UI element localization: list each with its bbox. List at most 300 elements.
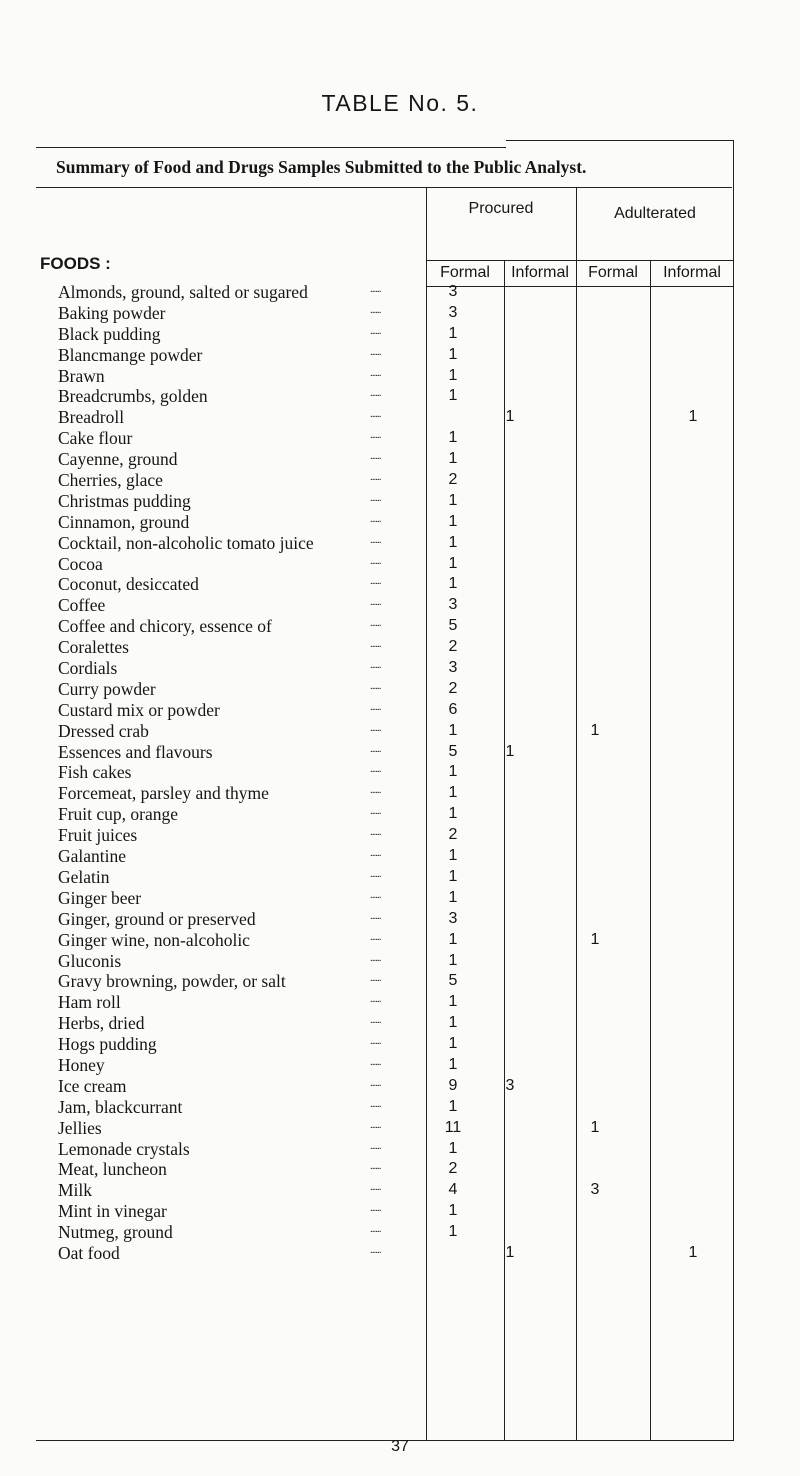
table-row: [58, 1243, 423, 1264]
count-cell-pi: [495, 658, 525, 679]
count-cell-ai: [678, 470, 708, 491]
count-cell-ai: [678, 679, 708, 700]
food-name: Almonds, ground, salted or sugared: [58, 282, 308, 302]
food-name: Lemonade crystals: [58, 1138, 190, 1159]
food-name: Ginger beer: [58, 887, 142, 908]
table-row: [58, 512, 423, 533]
count-cell-ai: [678, 721, 708, 742]
count-cell-pi: [495, 867, 525, 888]
leader-dots: ......: [370, 533, 381, 546]
count-cell-pi: [495, 992, 525, 1013]
count-cell-pf: [438, 407, 468, 428]
count-cell-af: [580, 470, 610, 491]
food-name: Essences and flavours: [58, 741, 213, 762]
table-row: [58, 721, 423, 742]
count-cell-pi: 1: [505, 1243, 515, 1261]
count-cell-ai: [678, 742, 708, 763]
food-name: Christmas pudding: [58, 490, 191, 511]
table-row: [58, 1034, 423, 1055]
count-cell-pi: [495, 616, 525, 637]
table-row: [58, 679, 423, 700]
count-cell-pf: 1: [448, 1202, 458, 1220]
count-cell-af: [580, 345, 610, 366]
count-cell-pi: [495, 971, 525, 992]
count-cell-pi: [495, 888, 525, 909]
count-cell-af: [580, 1097, 610, 1118]
count-cell-af: [580, 992, 610, 1013]
table-row: [58, 303, 423, 324]
count-cell-pi: [495, 804, 525, 825]
count-cell-pf: 3: [448, 283, 458, 300]
food-name: Cake flour: [58, 428, 133, 449]
table-row: [58, 1139, 423, 1160]
foods-heading: FOODS :: [40, 254, 111, 273]
food-name: Black pudding: [58, 323, 161, 344]
count-cell-pi: [495, 825, 525, 846]
count-cell-af: [580, 449, 610, 470]
count-cell-pf: 1: [448, 512, 458, 530]
count-cell-af: [580, 512, 610, 533]
table-row: [58, 867, 423, 888]
count-cell-ai: [678, 1222, 708, 1243]
table-subtitle: Summary of Food and Drugs Samples Submitted to the Public Analyst.: [56, 157, 587, 177]
count-cell-af: [580, 366, 610, 387]
leader-dots: ......: [370, 972, 381, 985]
count-cell-pi: [495, 366, 525, 387]
food-name: Jam, blackcurrant: [58, 1096, 183, 1117]
count-cell-pi: [495, 1139, 525, 1160]
food-name: Ham roll: [58, 992, 121, 1013]
count-cell-pf: 3: [448, 659, 458, 677]
food-name: Gluconis: [58, 950, 122, 971]
food-name: Coconut, desiccated: [58, 574, 199, 595]
leader-dots: ......: [370, 1076, 381, 1089]
leader-dots: ......: [370, 617, 381, 630]
count-cell-pf: 1: [448, 450, 458, 468]
count-cell-pf: 2: [448, 826, 458, 844]
table-row: [58, 533, 423, 554]
count-cell-pf: 1: [448, 387, 458, 405]
count-cell-pf: 2: [448, 679, 458, 697]
count-cell-ai: [678, 846, 708, 867]
count-cell-pf: 1: [448, 491, 458, 509]
count-cell-ai: [678, 783, 708, 804]
leader-dots: ......: [370, 888, 381, 901]
count-cell-pf: 1: [448, 867, 458, 885]
table-row: [58, 1055, 423, 1076]
count-cell-af: [580, 1222, 610, 1243]
table-row: [58, 846, 423, 867]
count-cell-pi: 3: [505, 1076, 515, 1094]
food-name: Ginger wine, non-alcoholic: [58, 929, 250, 950]
count-cell-ai: [678, 637, 708, 658]
leader-dots: ......: [370, 1223, 381, 1236]
count-cell-ai: [678, 804, 708, 825]
count-cell-ai: [678, 1076, 708, 1097]
leader-dots: ......: [370, 1097, 381, 1110]
adulterated-formal-column: [580, 282, 610, 1264]
count-cell-pi: [495, 1013, 525, 1034]
leader-dots: ......: [370, 324, 381, 337]
food-name: Curry powder: [58, 678, 156, 699]
leader-dots: ......: [370, 387, 381, 400]
count-cell-ai: [678, 345, 708, 366]
count-cell-ai: [678, 386, 708, 407]
count-cell-af: [580, 554, 610, 575]
table-row: [58, 783, 423, 804]
count-cell-pi: [495, 951, 525, 972]
count-cell-af: 1: [590, 721, 600, 739]
food-name: Dressed crab: [58, 720, 149, 741]
count-cell-af: [580, 491, 610, 512]
count-cell-pi: [495, 303, 525, 324]
count-cell-pf: 1: [448, 721, 458, 739]
count-cell-pi: [495, 762, 525, 783]
count-cell-pi: [495, 345, 525, 366]
table-row: [58, 1076, 423, 1097]
table-row: [58, 470, 423, 491]
count-cell-af: [580, 951, 610, 972]
count-cell-pi: [495, 1201, 525, 1222]
food-name: Cocoa: [58, 553, 103, 574]
header-adulterated-informal: Informal: [663, 264, 721, 281]
count-cell-af: [580, 595, 610, 616]
table-row: [58, 616, 423, 637]
count-cell-ai: [678, 1139, 708, 1160]
count-cell-ai: [678, 1118, 708, 1139]
count-cell-pf: 1: [448, 1055, 458, 1073]
leader-dots: ......: [370, 554, 381, 567]
food-name: Brawn: [58, 365, 105, 386]
header-procured: Procured: [468, 200, 534, 217]
count-cell-pi: [495, 554, 525, 575]
leader-dots: ......: [370, 659, 381, 672]
table-row: [58, 742, 423, 763]
food-item-list: [58, 282, 423, 1264]
count-cell-pi: [495, 491, 525, 512]
count-cell-ai: 1: [688, 1243, 698, 1261]
header-procured-formal: Formal: [440, 264, 490, 281]
table-row: [58, 825, 423, 846]
count-cell-af: [580, 1034, 610, 1055]
leader-dots: ......: [370, 1139, 381, 1152]
count-cell-af: [580, 867, 610, 888]
table-row: [58, 1201, 423, 1222]
count-cell-af: [580, 1055, 610, 1076]
count-cell-pf: 3: [448, 596, 458, 614]
leader-dots: ......: [370, 450, 381, 463]
count-cell-pi: [495, 282, 525, 303]
count-cell-pf: 1: [448, 1139, 458, 1157]
count-cell-ai: [678, 428, 708, 449]
count-cell-pi: [495, 1097, 525, 1118]
leader-dots: ......: [370, 930, 381, 943]
count-cell-pf: 1: [448, 1014, 458, 1032]
leader-dots: ......: [370, 805, 381, 818]
leader-dots: ......: [370, 429, 381, 442]
count-cell-pf: 2: [448, 638, 458, 656]
count-cell-pf: 5: [448, 617, 458, 635]
leader-dots: ......: [370, 512, 381, 525]
count-cell-pf: 3: [448, 909, 458, 927]
count-cell-ai: [678, 554, 708, 575]
food-name: Breadcrumbs, golden: [58, 386, 208, 407]
count-cell-ai: [678, 1097, 708, 1118]
count-cell-af: [580, 742, 610, 763]
procured-formal-column: [438, 282, 468, 1264]
count-cell-pf: 6: [448, 700, 458, 718]
count-cell-ai: [678, 449, 708, 470]
count-cell-af: [580, 1243, 610, 1264]
table-row: [58, 804, 423, 825]
count-cell-pi: [495, 909, 525, 930]
vline-adulterated-left: [576, 187, 577, 1440]
count-cell-pi: [495, 470, 525, 491]
leader-dots: ......: [370, 638, 381, 651]
leader-dots: ......: [370, 1181, 381, 1194]
count-cell-pi: [495, 1034, 525, 1055]
count-cell-pf: 1: [448, 429, 458, 447]
count-cell-pi: [495, 846, 525, 867]
count-cell-pi: [495, 637, 525, 658]
count-cell-pf: 5: [448, 972, 458, 990]
food-name: Honey: [58, 1054, 105, 1075]
count-cell-ai: [678, 533, 708, 554]
count-cell-pf: 3: [448, 303, 458, 321]
table-row: [58, 1118, 423, 1139]
food-name: Coffee and chicory, essence of: [58, 616, 272, 637]
food-name: Fruit cup, orange: [58, 804, 179, 825]
rule-under-procured: [426, 260, 734, 261]
count-cell-pf: 1: [448, 366, 458, 384]
count-cell-pf: 1: [448, 554, 458, 572]
count-cell-ai: 1: [688, 408, 698, 426]
count-cell-af: [580, 700, 610, 721]
count-cell-ai: [678, 762, 708, 783]
page-number: 37: [391, 1438, 409, 1455]
count-cell-af: [580, 658, 610, 679]
table-row: [58, 595, 423, 616]
count-cell-ai: [678, 574, 708, 595]
food-name: Fish cakes: [58, 762, 132, 783]
leader-dots: ......: [370, 366, 381, 379]
food-name: Coralettes: [58, 637, 129, 658]
vline-informal2: [650, 260, 651, 1440]
count-cell-pf: 1: [448, 324, 458, 342]
count-cell-af: [580, 386, 610, 407]
count-cell-ai: [678, 616, 708, 637]
count-cell-pf: 1: [448, 888, 458, 906]
count-cell-pf: 2: [448, 471, 458, 489]
count-cell-af: [580, 1076, 610, 1097]
count-cell-ai: [678, 1013, 708, 1034]
leader-dots: ......: [370, 784, 381, 797]
count-cell-pi: [495, 595, 525, 616]
count-cell-pi: [495, 1118, 525, 1139]
count-cell-af: [580, 679, 610, 700]
count-cell-af: [580, 971, 610, 992]
food-name: Forcemeat, parsley and thyme: [58, 783, 269, 804]
count-cell-pi: [495, 449, 525, 470]
leader-dots: ......: [370, 1055, 381, 1068]
count-cell-pf: 1: [448, 930, 458, 948]
top-rule: [506, 140, 734, 141]
rule-under-subtitle: [36, 187, 732, 188]
leader-dots: ......: [370, 742, 381, 755]
count-cell-ai: [678, 951, 708, 972]
count-cell-af: [580, 909, 610, 930]
count-cell-af: [580, 533, 610, 554]
right-border: [733, 140, 734, 1440]
count-cell-af: [580, 574, 610, 595]
leader-dots: ......: [370, 1035, 381, 1048]
count-cell-af: [580, 303, 610, 324]
count-cell-pf: 5: [448, 742, 458, 760]
count-cell-pi: 1: [505, 742, 515, 760]
food-name: Breadroll: [58, 407, 125, 428]
count-cell-pf: 1: [448, 345, 458, 363]
count-cell-af: [580, 282, 610, 303]
count-cell-af: [580, 407, 610, 428]
leader-dots: ......: [370, 596, 381, 609]
count-cell-pi: [495, 386, 525, 407]
table-row: [58, 491, 423, 512]
count-cell-pf: 1: [448, 1035, 458, 1053]
food-name: Ice cream: [58, 1075, 127, 1096]
food-name: Baking powder: [58, 302, 166, 323]
top-rule-short: [36, 147, 506, 148]
count-cell-pf: 9: [448, 1076, 458, 1094]
leader-dots: ......: [370, 867, 381, 880]
count-cell-pi: [495, 679, 525, 700]
leader-dots: ......: [370, 1118, 381, 1131]
leader-dots: ......: [370, 408, 381, 421]
count-cell-pf: 1: [448, 575, 458, 593]
count-cell-ai: [678, 324, 708, 345]
count-cell-ai: [678, 512, 708, 533]
count-cell-ai: [678, 1034, 708, 1055]
count-cell-pi: [495, 1055, 525, 1076]
food-name: Herbs, dried: [58, 1013, 145, 1034]
count-cell-pi: [495, 700, 525, 721]
food-name: Milk: [58, 1180, 93, 1201]
table-row: [58, 637, 423, 658]
table-row: [58, 366, 423, 387]
leader-dots: ......: [370, 471, 381, 484]
table-row: [58, 658, 423, 679]
count-cell-pi: [495, 512, 525, 533]
count-cell-pf: 1: [448, 1223, 458, 1241]
count-cell-ai: [678, 867, 708, 888]
count-cell-pi: [495, 428, 525, 449]
table-row: [58, 700, 423, 721]
count-cell-pi: [495, 574, 525, 595]
count-cell-ai: [678, 1201, 708, 1222]
leader-dots: ......: [370, 345, 381, 358]
table-row: [58, 1097, 423, 1118]
table-row: [58, 1180, 423, 1201]
table-row: [58, 951, 423, 972]
count-cell-af: [580, 428, 610, 449]
leader-dots: ......: [370, 1243, 381, 1256]
table-row: [58, 971, 423, 992]
count-cell-af: [580, 1013, 610, 1034]
food-name: Mint in vinegar: [58, 1201, 167, 1222]
leader-dots: ......: [370, 847, 381, 860]
table-row: [58, 762, 423, 783]
count-cell-af: [580, 637, 610, 658]
count-cell-ai: [678, 909, 708, 930]
food-name: Ginger, ground or preserved: [58, 908, 256, 929]
count-cell-af: [580, 825, 610, 846]
count-cell-pf: 1: [448, 805, 458, 823]
table-row: [58, 1159, 423, 1180]
count-cell-pi: [495, 324, 525, 345]
count-cell-af: [580, 783, 610, 804]
count-cell-af: 3: [590, 1181, 600, 1199]
food-name: Fruit juices: [58, 825, 138, 846]
leader-dots: ......: [370, 700, 381, 713]
table-row: [58, 449, 423, 470]
count-cell-ai: [678, 700, 708, 721]
food-name: Nutmeg, ground: [58, 1222, 173, 1243]
count-cell-af: [580, 762, 610, 783]
count-cell-ai: [678, 658, 708, 679]
table-row: [58, 324, 423, 345]
leader-dots: ......: [370, 993, 381, 1006]
count-cell-pf: 1: [448, 993, 458, 1011]
leader-dots: ......: [370, 826, 381, 839]
count-cell-pi: [495, 1180, 525, 1201]
food-name: Cherries, glace: [58, 470, 163, 491]
food-name: Cordials: [58, 658, 118, 679]
food-name: Cayenne, ground: [58, 449, 178, 470]
count-cell-af: 1: [590, 930, 600, 948]
count-cell-ai: [678, 888, 708, 909]
leader-dots: ......: [370, 491, 381, 504]
count-cell-af: [580, 324, 610, 345]
count-cell-pi: [495, 721, 525, 742]
count-cell-ai: [678, 491, 708, 512]
count-cell-pf: 1: [448, 533, 458, 551]
count-cell-pi: [495, 930, 525, 951]
leader-dots: ......: [370, 1014, 381, 1027]
table-row: [58, 1222, 423, 1243]
leader-dots: ......: [370, 679, 381, 692]
food-name: Galantine: [58, 846, 127, 867]
table-title: TABLE No. 5.: [321, 90, 479, 116]
count-cell-ai: [678, 992, 708, 1013]
count-cell-ai: [678, 825, 708, 846]
food-name: Oat food: [58, 1242, 120, 1263]
food-name: Coffee: [58, 595, 106, 616]
header-procured-informal: Informal: [511, 264, 569, 281]
food-name: Cinnamon, ground: [58, 511, 190, 532]
count-cell-pi: [495, 533, 525, 554]
count-cell-pf: 1: [448, 763, 458, 781]
leader-dots: ......: [370, 1202, 381, 1215]
vline-procured-left: [426, 187, 427, 1440]
count-cell-pf: [438, 1243, 468, 1264]
count-cell-pf: 11: [444, 1118, 462, 1136]
food-name: Blancmange powder: [58, 344, 203, 365]
table-row: [58, 909, 423, 930]
food-name: Meat, luncheon: [58, 1159, 167, 1180]
table-row: [58, 574, 423, 595]
count-cell-pi: 1: [505, 408, 515, 426]
leader-dots: ......: [370, 303, 381, 316]
count-cell-pf: 1: [448, 951, 458, 969]
